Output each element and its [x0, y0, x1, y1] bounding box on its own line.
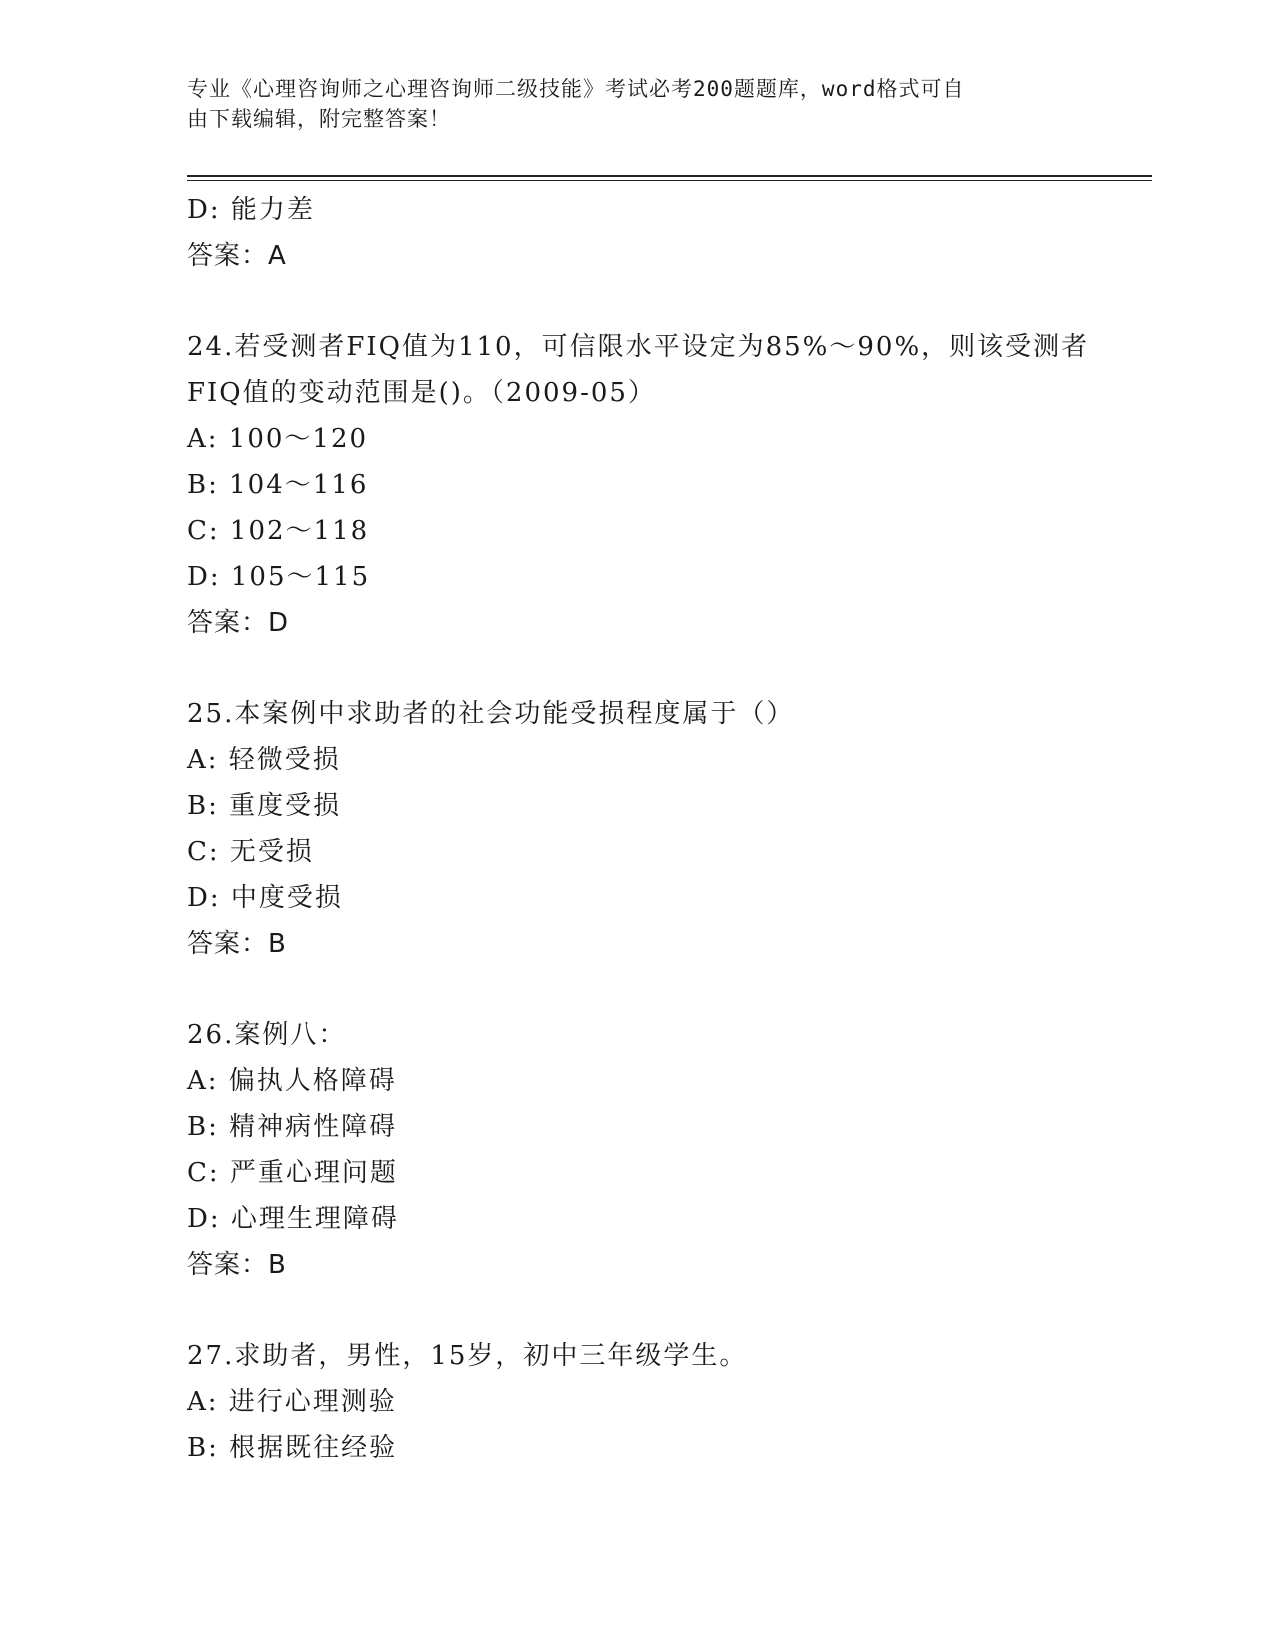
option-b: B: 104～116 — [187, 470, 369, 500]
question-stem: 26.案例八： — [187, 1020, 347, 1050]
header-line-2: 由下载编辑，附完整答案！ — [187, 107, 451, 131]
option-d: D: 中度受损 — [187, 883, 343, 913]
question-26 — [187, 1012, 1152, 1288]
question-27 — [187, 1333, 1152, 1471]
question-24 — [187, 324, 1152, 646]
option-d: D: 105～115 — [187, 562, 371, 592]
header-rule-thin — [187, 180, 1152, 181]
option-a: A: 100～120 — [187, 424, 369, 454]
question-list — [187, 187, 1152, 1471]
option-d: D: 心理生理障碍 — [187, 1204, 399, 1234]
option-a: A: 轻微受损 — [187, 745, 341, 775]
option-c: C: 102～118 — [187, 516, 370, 546]
option-c: C: 无受损 — [187, 837, 314, 867]
option-b: B: 根据既往经验 — [187, 1433, 398, 1463]
question-stem: 24.若受测者FIQ值为110，可信限水平设定为85%～90%，则该受测者 — [187, 332, 1090, 362]
option-a: A: 偏执人格障碍 — [187, 1066, 397, 1096]
question-stem: 25.本案例中求助者的社会功能受损程度属于（） — [187, 699, 795, 729]
document-header — [187, 74, 1067, 134]
answer-line: 答案：B — [187, 1250, 287, 1280]
answer-line: 答案：A — [187, 241, 287, 271]
option-c: C: 严重心理问题 — [187, 1158, 398, 1188]
header-line-1: 专业《心理咨询师之心理咨询师二级技能》考试必考200题题库，word格式可自 — [187, 77, 965, 101]
question-stem: 27.求助者，男性，15岁，初中三年级学生。 — [187, 1341, 748, 1371]
answer-line: 答案：D — [187, 608, 290, 638]
question-25 — [187, 691, 1152, 967]
header-rule-thick — [187, 175, 1152, 177]
question-23-tail — [187, 187, 1152, 279]
question-stem-cont: FIQ值的变动范围是()。（2009-05） — [187, 378, 656, 408]
option-b: B: 重度受损 — [187, 791, 342, 821]
option-b: B: 精神病性障碍 — [187, 1112, 398, 1142]
option-a: A: 进行心理测验 — [187, 1387, 397, 1417]
answer-line: 答案：B — [187, 929, 287, 959]
option-d: D: 能力差 — [187, 195, 315, 225]
